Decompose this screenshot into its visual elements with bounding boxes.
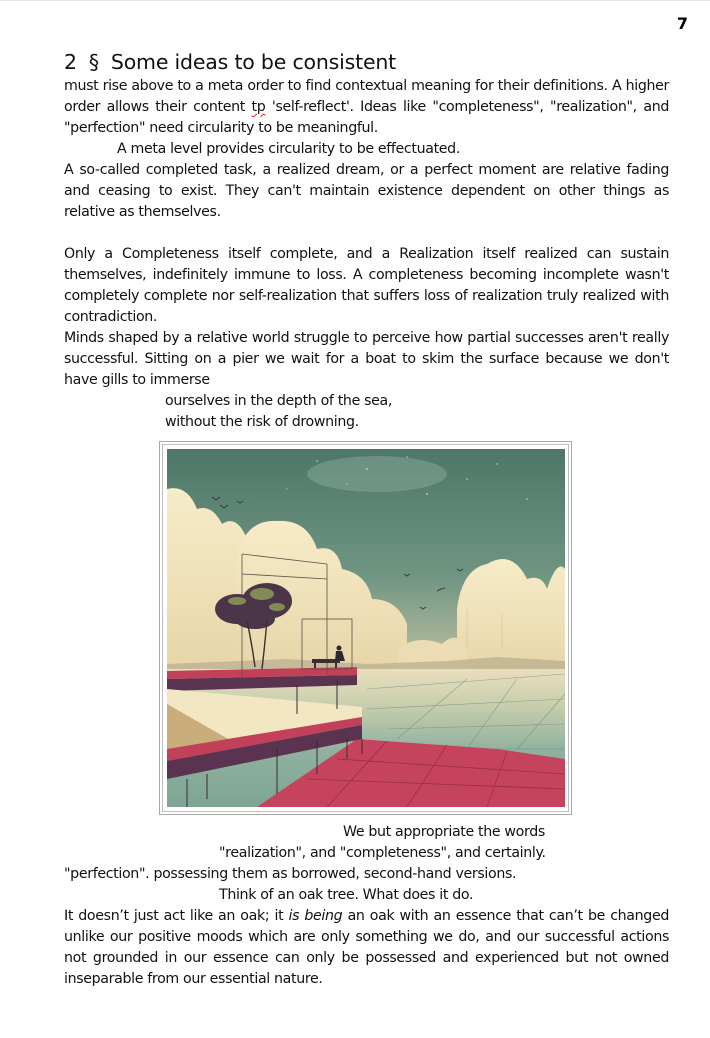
line-risk-of-drowning: without the risk of drowning. xyxy=(165,414,359,430)
page-content xyxy=(64,48,669,433)
paragraph-oak-essence xyxy=(64,906,669,990)
paragraph-meta-order xyxy=(64,76,669,139)
paragraph-meta-level: A meta level provides circularity to be effectuated. xyxy=(117,141,460,157)
post-figure-content xyxy=(64,822,669,990)
paragraph-text: 'self-reflect'. Ideas like "completeness", "realization", and "perfection" need circularity to be meaningful. xyxy=(64,99,669,136)
section-sign: § xyxy=(88,50,99,74)
line-realization-completeness: "realization", and "completeness", and certainly. xyxy=(219,845,546,861)
spellcheck-flagged-word[interactable]: tp xyxy=(251,99,266,115)
paragraph-completeness: Only a Completeness itself complete, and a Realization itself realized can sustain themselves, indefinitely immune to loss. A completeness becoming incomplete wasn't completely complete nor self-realization that suffers loss of realization truly realized with contradiction. xyxy=(64,246,669,325)
paragraph-text: must rise above to a meta order to find contextual meaning for their definitions. A higher order allows their content xyxy=(64,78,669,115)
section-number: 2 xyxy=(64,50,77,74)
pier-illustration xyxy=(167,449,565,807)
paragraph-minds: Minds shaped by a relative world struggle to perceive how partial successes aren't really successful. Sitting on a pier we wait for a boat to skim the surface because we don't have gills to immerse xyxy=(64,330,669,388)
paragraph-text: It doesn’t just act like an oak; it xyxy=(64,908,289,924)
line-appropriate-words: We but appropriate the words xyxy=(343,824,545,840)
paragraph-text: an oak with an essence that can’t be changed unlike our positive moods which are only something we do, and our successful actions not grounded in our essence can only be possessed and experienced but not owned inseparable from our essential nature. xyxy=(64,908,669,987)
section-heading xyxy=(64,48,669,76)
paragraph-completed-task: A so-called completed task, a realized dream, or a perfect moment are relative fading and ceasing to exist. They can't maintain existence dependent on other things as relative as themselves. xyxy=(64,162,669,220)
line-perfection: "perfection". possessing them as borrowed, second-hand versions. xyxy=(64,866,517,882)
blank-line xyxy=(64,223,669,244)
line-oak-tree: Think of an oak tree. What does it do. xyxy=(219,887,474,903)
figure-frame[interactable] xyxy=(159,441,572,815)
section-title: Some ideas to be consistent xyxy=(110,50,397,74)
page-number: 7 xyxy=(676,14,688,33)
page-top-border xyxy=(0,0,710,1)
line-depth-of-sea: ourselves in the depth of the sea, xyxy=(165,393,393,409)
emphasis-is-being: is being xyxy=(288,908,343,924)
